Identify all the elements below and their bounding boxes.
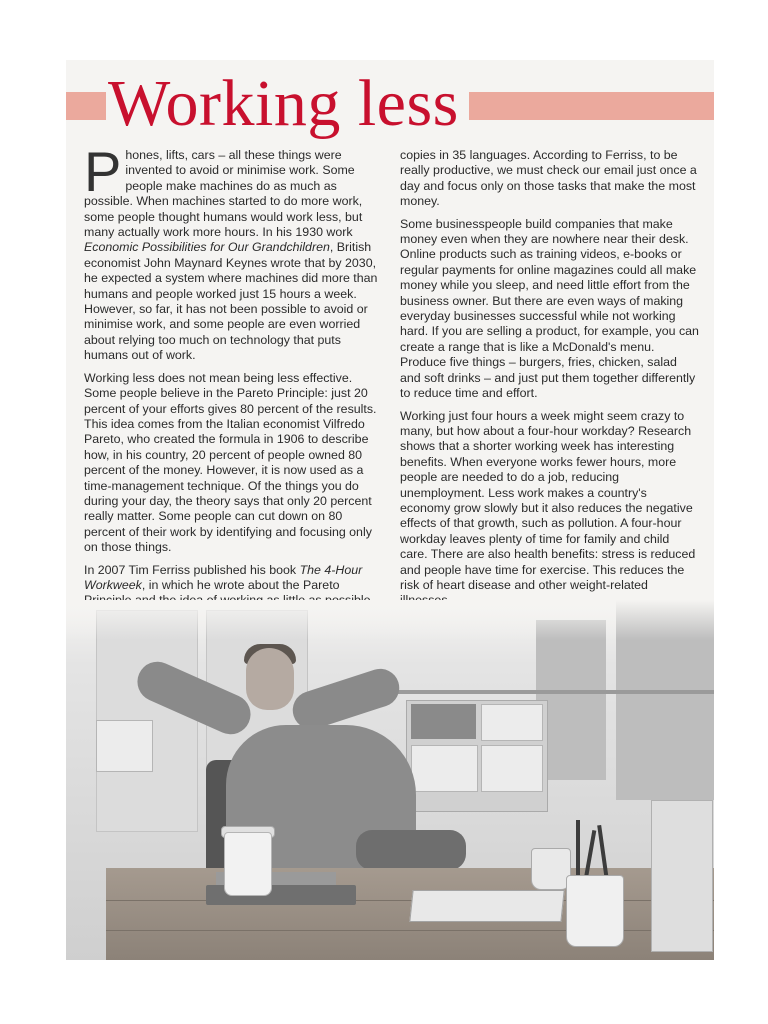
book-title-keynes: Economic Possibilities for Our Grandchildren bbox=[84, 240, 330, 255]
right-column bbox=[400, 148, 700, 616]
paragraph-3-rest: , in which he wrote about the Pareto bbox=[141, 577, 340, 592]
paragraph-3-start: In 2007 Tim Ferriss published his book bbox=[84, 562, 300, 577]
paragraph-1-intro: hones, lifts, cars – all these things were invented to avoid or minimise work. Some people make machines do as much as possible. When machines started to do more work, some people thought humans would work less, but many actually work more hours. In his 1930 work bbox=[84, 148, 363, 240]
man-legs bbox=[356, 830, 466, 870]
laptop bbox=[651, 800, 713, 952]
coffee-cup bbox=[224, 832, 272, 896]
sticky-note bbox=[96, 720, 153, 772]
title-band-left bbox=[66, 92, 106, 120]
mug bbox=[531, 848, 571, 890]
photo-fade bbox=[66, 600, 714, 640]
drop-cap: P bbox=[84, 140, 122, 203]
balcony-railing bbox=[396, 690, 714, 694]
open-folder bbox=[409, 890, 564, 922]
pen-holder bbox=[566, 875, 624, 947]
paragraph-2: Working less does not mean being less effective. Some people believe in the Pareto Principle: just 20 percent of your efforts gives 80 percent of the results. This idea comes from the Italian economist Vilfredo Pareto, who created the formula in 1906 to describe how, in his country, 20 percent of people owned 80 percent of the money. However, it is now used as a time-management technique. Of the things you do during your day, the theory says that only 20 percent really matter. Some people can cut down on 80 percent of their work by identifying and focusing only on those things. bbox=[84, 370, 377, 555]
pen bbox=[576, 820, 580, 880]
paragraph-6: Working just four hours a week might seem crazy to many, but how about a four-hour workday? Research shows that a shorter working week has interesting benefits. When everyone works fewer hours, more people are needed to do a job, reducing unemployment. Less work makes a country's economy grow slowly but it also reduces the negative effects of that growth, such as pollution. A four-hour workday leaves plenty of time for family and child care. There are also health benefits: stress is reduced and people have time for exercise. This reduces the risk of heart disease and other weight-related bbox=[400, 408, 696, 592]
left-column bbox=[84, 140, 380, 647]
article-title: Working less bbox=[108, 67, 459, 140]
paragraph-1 bbox=[84, 140, 380, 364]
paragraph-4: copies in 35 languages. According to Ferriss, to be really productive, we must check our email just once a day and focus only on those tasks that make the most money. bbox=[400, 148, 697, 209]
sticky-note bbox=[411, 704, 476, 739]
paragraph-1-rest: , British economist John Maynard Keynes wrote that by 2030, he expected a system where machines did more than humans and people worked just 15 hours a week. However, so far, it has not been possible to avoid or minimise work, and some people are even worried about relying too much on technology that puts humans out of work. bbox=[84, 240, 378, 363]
title-band-right bbox=[469, 92, 714, 120]
sticky-note bbox=[481, 745, 543, 792]
sticky-note bbox=[411, 745, 478, 792]
paragraph-5: Some businesspeople build companies that make money even when they are nowhere near their desk. Online products such as training videos, e-books or regular payments for online magazines could all make money while you sleep, and need little effort from the business owner. But there are even ways of making everyday businesses successful while not working hard. If you are selling a product, for example, you can create a range that is like a McDonald's menu. Produce five things – burgers, fries, chicken, salad and soft drinks – and just put them together differently to reduce time and effort. bbox=[400, 216, 699, 401]
article-page bbox=[66, 60, 714, 960]
book-title-ferriss: The 4-Hour Workweek bbox=[84, 562, 363, 592]
office-photo bbox=[66, 600, 714, 960]
sticky-note bbox=[481, 704, 543, 741]
man-head bbox=[246, 648, 294, 710]
